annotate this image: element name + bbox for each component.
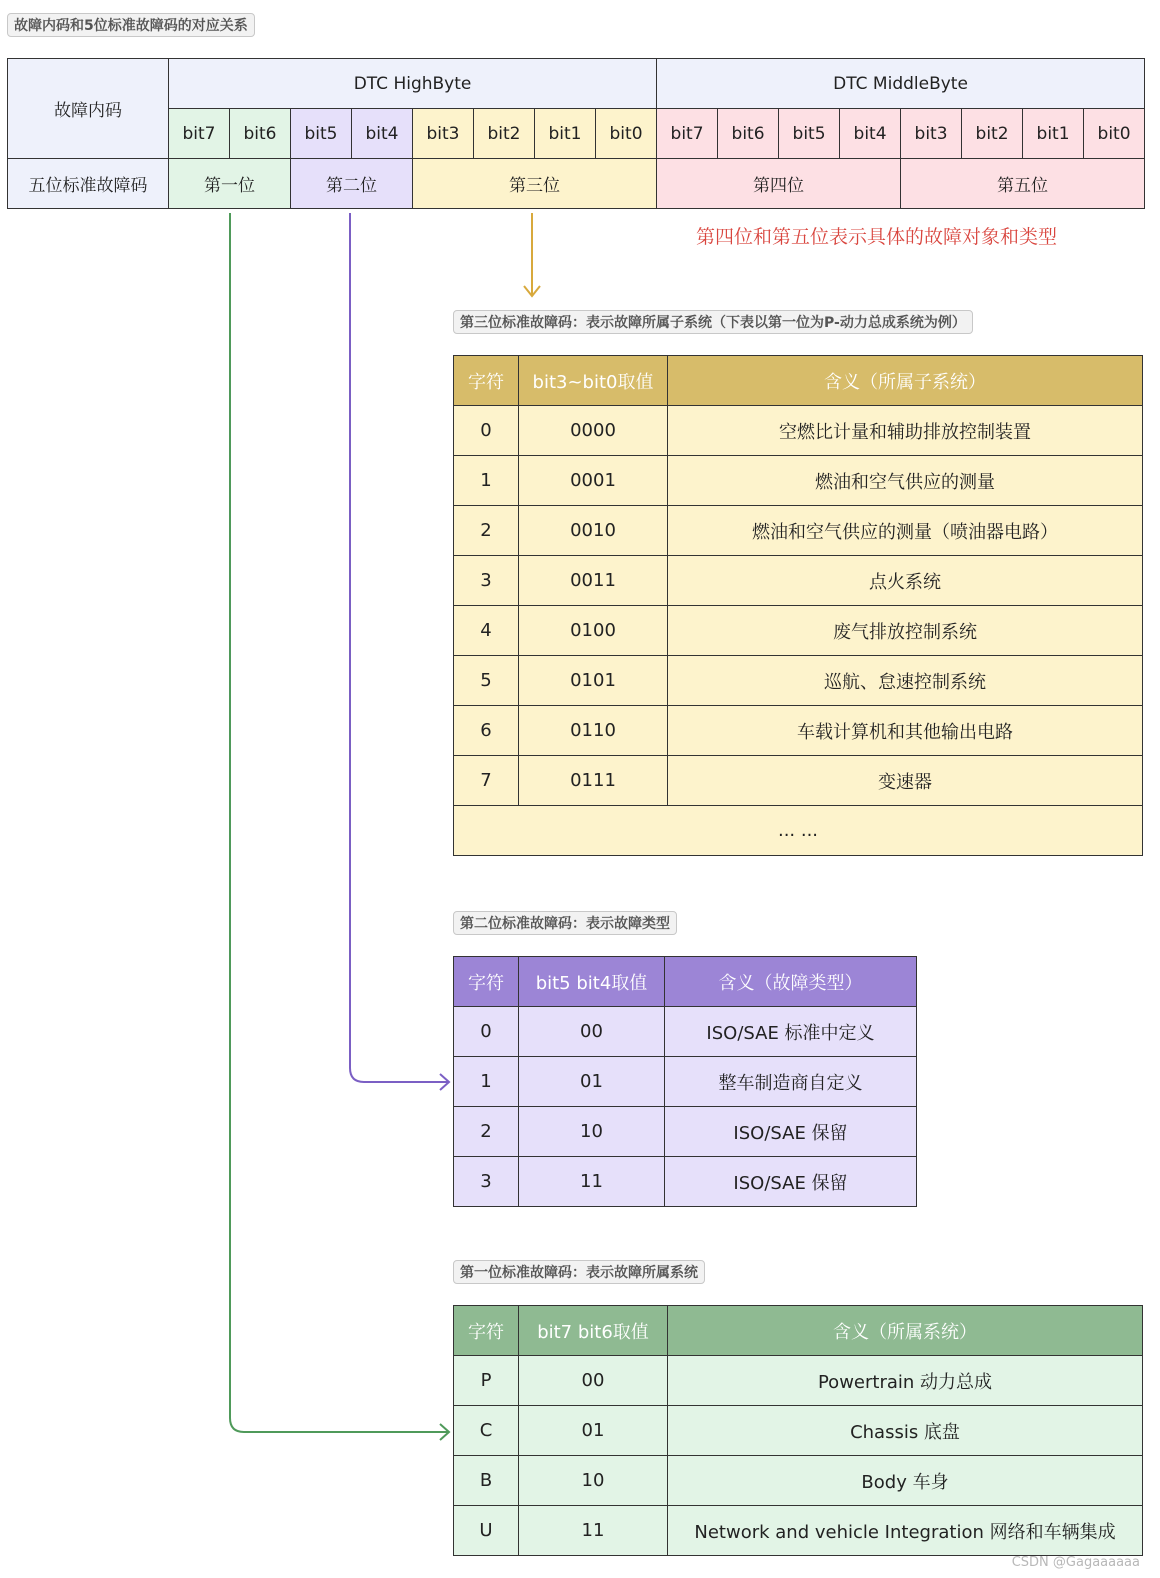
cell-meaning: Network and vehicle Integration 网络和车辆集成 — [668, 1506, 1143, 1556]
high-bit-cell: bit5 — [291, 109, 352, 159]
middle-bit-cell: bit7 — [657, 109, 718, 159]
cell-char: 1 — [454, 1057, 519, 1107]
table-row — [454, 506, 1143, 556]
middle-bit-cell: bit1 — [1023, 109, 1084, 159]
row-label-internal: 故障内码 — [8, 59, 169, 159]
cell-meaning: 燃油和空气供应的测量 — [668, 456, 1143, 506]
cell-value: 00 — [519, 1356, 668, 1406]
middle-bit-cell: bit0 — [1084, 109, 1145, 159]
table-row-ellipsis — [454, 806, 1143, 856]
cell-meaning: 变速器 — [668, 756, 1143, 806]
arrow-first — [230, 213, 448, 1432]
cell-char: 5 — [454, 656, 519, 706]
cell-char: 3 — [454, 1157, 519, 1207]
second-position-table — [453, 956, 917, 1207]
row-label-standard: 五位标准故障码 — [8, 159, 169, 209]
middle-bit-cell: bit6 — [718, 109, 779, 159]
cell-meaning: 空燃比计量和辅助排放控制装置 — [668, 406, 1143, 456]
cell-meaning: ISO/SAE 保留 — [665, 1157, 917, 1207]
cell-value: 0111 — [519, 756, 668, 806]
header-char: 字符 — [454, 957, 519, 1007]
cell-value: 00 — [519, 1007, 665, 1057]
middle-bit-cell: bit2 — [962, 109, 1023, 159]
table-row — [454, 406, 1143, 456]
cell-value: 0000 — [519, 406, 668, 456]
cell-char: 0 — [454, 406, 519, 456]
cell-meaning: ISO/SAE 保留 — [665, 1107, 917, 1157]
position-fourth: 第四位 — [657, 159, 901, 209]
first-section-label: 第一位标准故障码：表示故障所属系统 — [453, 1260, 705, 1284]
cell-meaning: 废气排放控制系统 — [668, 606, 1143, 656]
table-row — [454, 606, 1143, 656]
header-value: bit3~bit0取值 — [519, 356, 668, 406]
cell-meaning: Chassis 底盘 — [668, 1406, 1143, 1456]
fourth-fifth-note: 第四位和第五位表示具体的故障对象和类型 — [696, 226, 1058, 248]
cell-char: 6 — [454, 706, 519, 756]
table-row — [454, 1506, 1143, 1556]
high-bit-cell: bit2 — [474, 109, 535, 159]
cell-value: 11 — [519, 1506, 668, 1556]
position-fifth: 第五位 — [901, 159, 1145, 209]
cell-char: 2 — [454, 506, 519, 556]
cell-value: 0001 — [519, 456, 668, 506]
middle-byte-header: DTC MiddleByte — [657, 59, 1145, 109]
table-row — [454, 1356, 1143, 1406]
second-section-label: 第二位标准故障码：表示故障类型 — [453, 911, 677, 935]
cell-char: 4 — [454, 606, 519, 656]
cell-char: 3 — [454, 556, 519, 606]
arrow-second — [350, 213, 448, 1082]
high-bit-cell: bit7 — [169, 109, 230, 159]
cell-value: 0110 — [519, 706, 668, 756]
cell-meaning: Body 车身 — [668, 1456, 1143, 1506]
ellipsis-cell: ... ... — [454, 806, 1143, 856]
position-second: 第二位 — [291, 159, 413, 209]
high-bit-cell: bit3 — [413, 109, 474, 159]
high-bit-cell: bit4 — [352, 109, 413, 159]
watermark: CSDN @Gagaaaaaa — [1011, 1555, 1140, 1570]
middle-bit-cell: bit3 — [901, 109, 962, 159]
table-row — [454, 656, 1143, 706]
position-first: 第一位 — [169, 159, 291, 209]
header-value: bit5 bit4取值 — [519, 957, 665, 1007]
header-meaning: 含义（故障类型） — [665, 957, 917, 1007]
header-char: 字符 — [454, 356, 519, 406]
cell-value: 0101 — [519, 656, 668, 706]
table-row — [454, 1406, 1143, 1456]
cell-value: 0011 — [519, 556, 668, 606]
cell-char: 1 — [454, 456, 519, 506]
cell-value: 11 — [519, 1157, 665, 1207]
high-byte-header: DTC HighByte — [169, 59, 657, 109]
first-position-table — [453, 1305, 1143, 1556]
cell-value: 0010 — [519, 506, 668, 556]
cell-value: 0100 — [519, 606, 668, 656]
third-position-table — [453, 355, 1143, 856]
cell-meaning: 巡航、怠速控制系统 — [668, 656, 1143, 706]
cell-meaning: 车载计算机和其他输出电路 — [668, 706, 1143, 756]
cell-char: P — [454, 1356, 519, 1406]
table-row — [454, 556, 1143, 606]
cell-char: U — [454, 1506, 519, 1556]
high-bit-cell: bit6 — [230, 109, 291, 159]
cell-char: 2 — [454, 1107, 519, 1157]
position-third: 第三位 — [413, 159, 657, 209]
header-meaning: 含义（所属子系统） — [668, 356, 1143, 406]
middle-bit-cell: bit5 — [779, 109, 840, 159]
table-row — [454, 1107, 917, 1157]
third-section-label: 第三位标准故障码：表示故障所属子系统（下表以第一位为P-动力总成系统为例） — [453, 310, 973, 334]
table-row — [454, 706, 1143, 756]
middle-bit-cell: bit4 — [840, 109, 901, 159]
cell-value: 10 — [519, 1107, 665, 1157]
table-row — [454, 1456, 1143, 1506]
cell-meaning: ISO/SAE 标准中定义 — [665, 1007, 917, 1057]
cell-char: B — [454, 1456, 519, 1506]
table-row — [454, 756, 1143, 806]
main-title: 故障内码和5位标准故障码的对应关系 — [7, 13, 255, 37]
high-bit-cell: bit1 — [535, 109, 596, 159]
cell-value: 10 — [519, 1456, 668, 1506]
table-row — [454, 456, 1143, 506]
cell-char: C — [454, 1406, 519, 1456]
table-row — [454, 1157, 917, 1207]
header-meaning: 含义（所属系统） — [668, 1306, 1143, 1356]
cell-value: 01 — [519, 1406, 668, 1456]
cell-value: 01 — [519, 1057, 665, 1107]
cell-char: 7 — [454, 756, 519, 806]
cell-meaning: 点火系统 — [668, 556, 1143, 606]
header-value: bit7 bit6取值 — [519, 1306, 668, 1356]
table-row — [454, 1007, 917, 1057]
cell-meaning: Powertrain 动力总成 — [668, 1356, 1143, 1406]
cell-meaning: 燃油和空气供应的测量（喷油器电路） — [668, 506, 1143, 556]
cell-char: 0 — [454, 1007, 519, 1057]
high-bit-cell: bit0 — [596, 109, 657, 159]
table-row — [454, 1057, 917, 1107]
header-char: 字符 — [454, 1306, 519, 1356]
cell-meaning: 整车制造商自定义 — [665, 1057, 917, 1107]
